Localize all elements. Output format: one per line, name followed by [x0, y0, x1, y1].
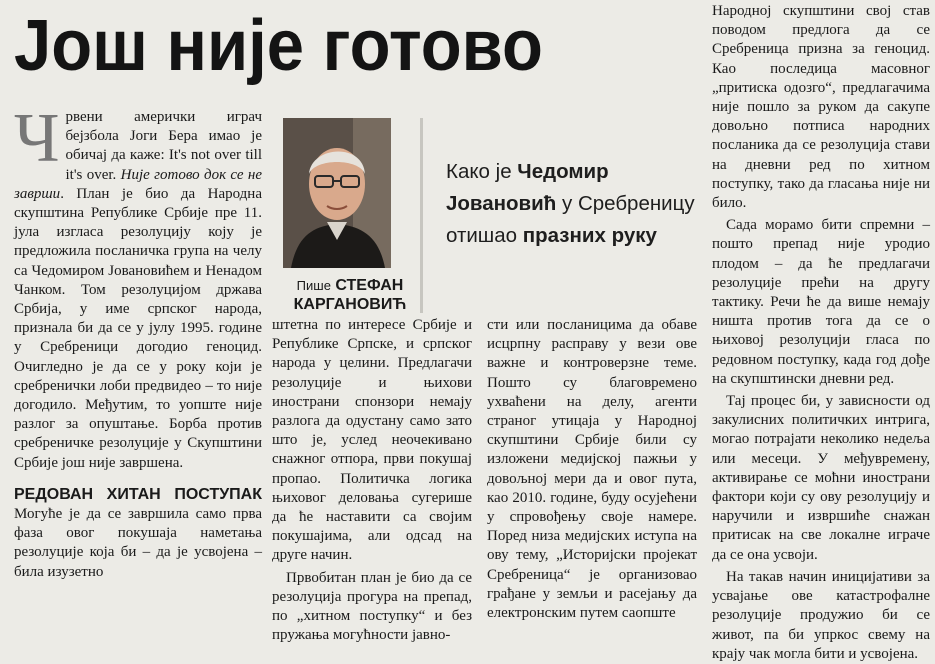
- column-2-paragraph-1: штетна по интересе Србије и Републике Српске, и српског народа у целини. Предлагачи резолуције и њихови инострани спонзори немају разлога да одустану само зато што је, услед неочекивано снажног отпора, први покушај пропао. Политичка логика њиховог деловања сугерише да ће наставити са својим покушајима, али одсад на друге начин.: [272, 317, 472, 564]
- pullquote-bold-2: празних руку: [522, 224, 657, 247]
- column-4-paragraph-3: Тај процес би, у зависности од закулисних политичких интрига, могао потрајати неколико недеља или месеци. У међувремену, активирање се моћни инострани фактори који су ову резолуцију и наручили и извршиће снажан притисак на све локалне играче да се она усвоји.: [712, 393, 930, 563]
- column-4: [712, 2, 930, 664]
- column-4-paragraph-1: Народној скупштини свој став поводом предлога да се Сребреница призна за геноцид. Као последица масовног „притиска одозго“, предлагачима није пошло за руком да сакупе довољно потписа народних посланика да се резолуција стави на дневни ред по хитном поступку, тако да гласања није ни било.: [712, 3, 930, 212]
- column-2: [272, 316, 472, 645]
- column-1: [14, 100, 262, 582]
- subhead-paragraph-text: Могуће је да се завршила само прва фаза овог покушаја наметања резолуције која би – да је усвојена – била изузетно: [14, 506, 262, 580]
- section-subhead: РЕДОВАН ХИТАН ПОСТУПАК: [14, 485, 262, 503]
- intro-text-b: . План је био да Народна скупштина Републике Србије пре 11. јула изгласа резолуцију коју је предложила посланичка група на челу са Чедомиром Јовановићем и Ненадом Чанком. Том резолуцијом држава Србија, у име српског народа, признала би да се у јулу 1995. године у Сребреници догодио геноцид. Очигледно је да се у року који је сребренички лоби предвидео – то није догодило. Међутим, то уопште није разлог за опуштање. Борба против сребреничке резолуције у Скупштини Србије још није завршена.: [14, 185, 262, 471]
- author-first-name: СТЕФАН: [335, 277, 404, 294]
- column-2-paragraph-2: Првобитан план је био да се резолуција прогура на препад, по „хитном поступку“ и без пружања могућности јавно-: [272, 569, 472, 644]
- column-3: [487, 316, 697, 623]
- drop-cap: Ч: [14, 100, 60, 177]
- byline-prefix: Пише: [296, 278, 331, 293]
- byline: [280, 276, 420, 314]
- pullquote-bold-1: Чедомир Јовановић: [446, 160, 609, 215]
- author-photo: [283, 118, 391, 268]
- pullquote-divider: [420, 118, 423, 313]
- headline: Још није готово: [14, 6, 543, 86]
- column-4-paragraph-4: На такав начин иницијативи за усвајање ове катастрофалне резолуције продужио би се живот, па би упркос свему на крају чак могла бити и усвојена.: [712, 568, 930, 662]
- pullquote-text-1: Како је: [446, 160, 518, 183]
- column-3-paragraph-1: сти или посланицима да обаве исцрпну расправу у вези ове важне и контроверзне теме. Пошто су благовремено ухваћени на делу, агенти страног утицаја у Народној скупштини Србије били су изложени медијској пажњи у довољној мери да и овог пута, као 2010. године, буду осујећени у спровођењу своје намере. Поред низа медијских иступа на ову тему, „Историјски пројекат Сребреница“ је организовао грађане у земљи и расејању да електронским путем саопште: [487, 317, 697, 622]
- intro-text-italic: Није готово док се не заврши: [14, 166, 262, 202]
- subhead-paragraph: [14, 485, 262, 582]
- column-4-paragraph-2: Сада морамо бити спремни – пошто препад није уродио плодом – да ће предлагачи резолуције прећи на другу тактику. Речи ће да више немају ништа против тога да се о њиховој резолуцији гласа по редовном поступку, када год дође на скупштински дневни ред.: [712, 217, 930, 387]
- pull-quote: [446, 156, 706, 252]
- author-last-name: КАРГАНОВИЋ: [293, 296, 407, 313]
- intro-text-a: рвени амерички играч бејзбола Јоги Бера имао је обичај да каже: It's not over till it's over.: [65, 109, 262, 183]
- pullquote-text-2: у Сребреницу отишао: [446, 192, 695, 247]
- intro-paragraph: [14, 100, 262, 473]
